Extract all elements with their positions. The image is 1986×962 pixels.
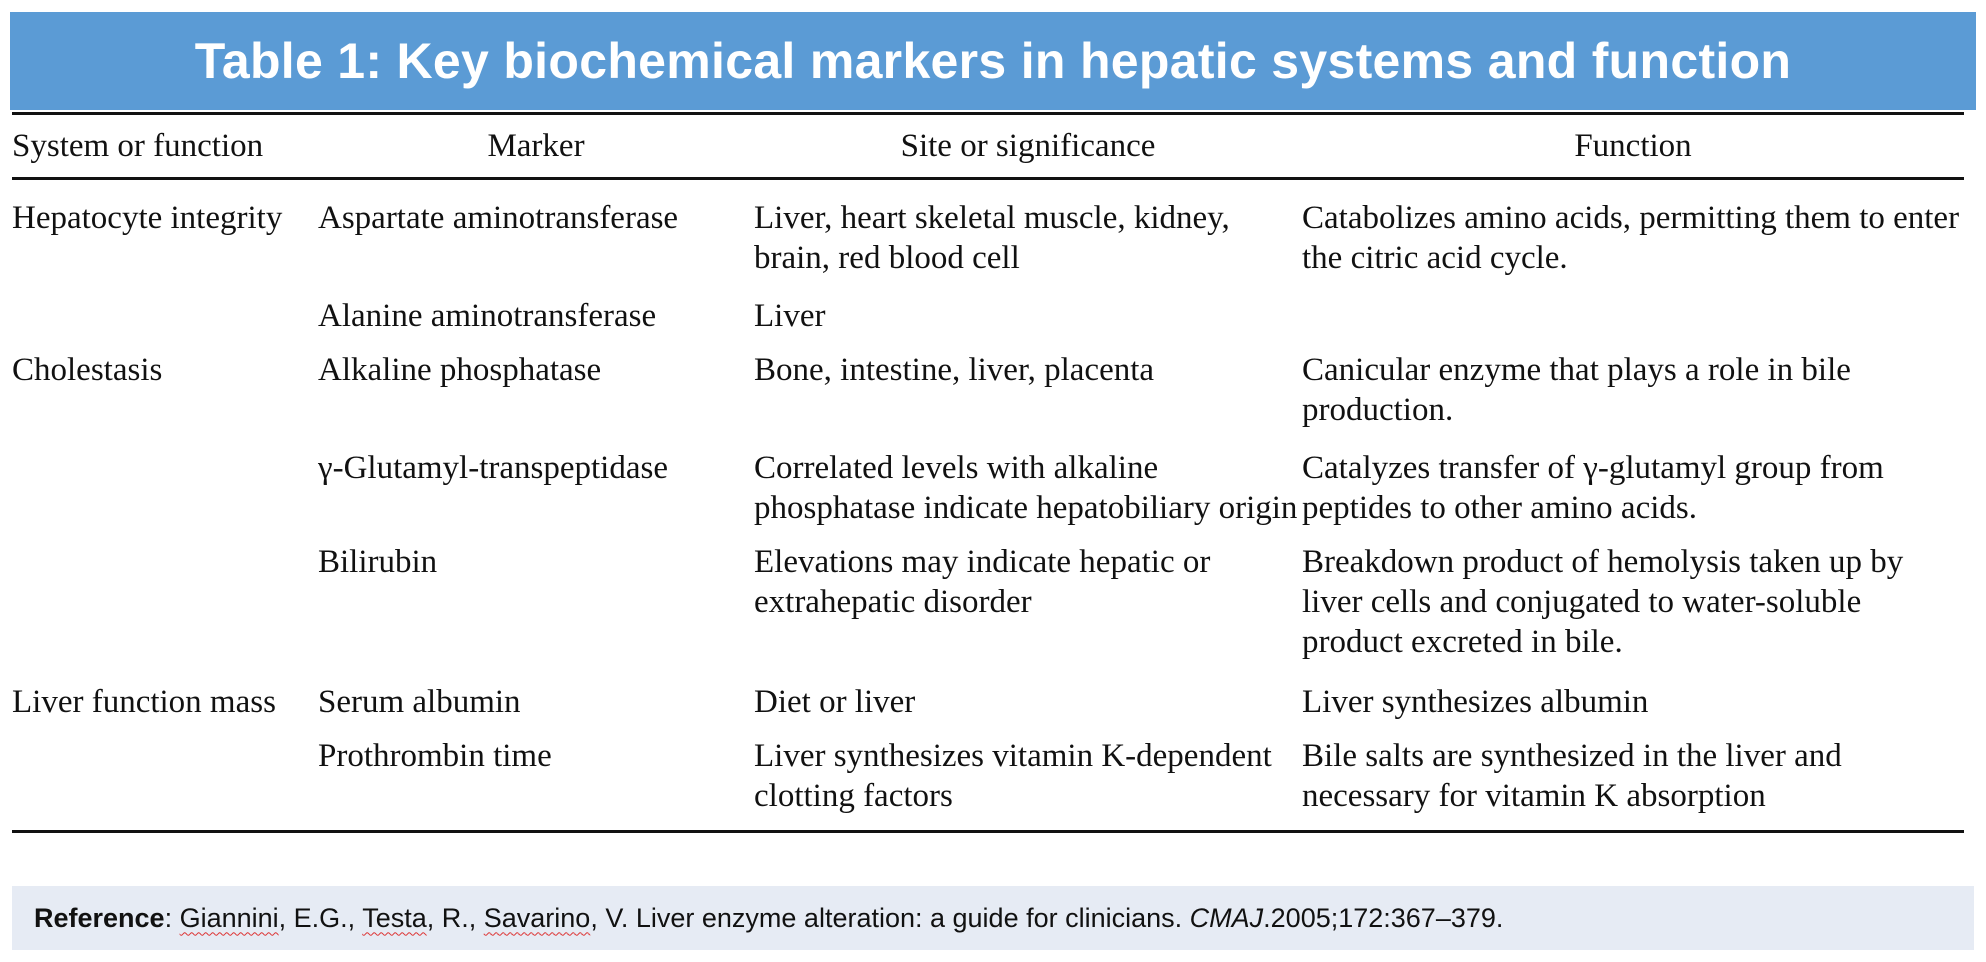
reference-citation: .2005;172:367–379. [1263, 902, 1504, 933]
cell-system [12, 292, 318, 336]
cell-marker: Prothrombin time [318, 738, 552, 774]
cell-function: Canicular enzyme that plays a role in bile production. [1302, 352, 1851, 428]
cell-function: Catabolizes amino acids, permitting them to enter the citric acid cycle. [1302, 200, 1960, 276]
cell-site: Liver synthesizes vitamin K-dependent clotting factors [754, 738, 1272, 814]
table-row [12, 179, 1964, 293]
cell-marker: Aspartate aminotransferase [318, 200, 679, 236]
cell-site: Correlated levels with alkaline phosphatase indicate hepatobiliary origin [754, 450, 1298, 526]
table-row [12, 434, 1964, 532]
table-row [12, 292, 1964, 336]
reference-journal: CMAJ [1189, 902, 1264, 933]
cell-site: Diet or liver [754, 684, 916, 720]
markers-table-wrapper [12, 112, 1964, 833]
header-system: System or function [12, 128, 264, 164]
reference-title: , V. Liver enzyme alteration: a guide for clinicians. [590, 902, 1190, 933]
cell-marker: γ-Glutamyl-transpeptidase [318, 450, 668, 486]
cell-marker: Serum albumin [318, 684, 521, 720]
cell-function [1302, 292, 1964, 336]
cell-system [12, 726, 318, 832]
cell-function: Liver synthesizes albumin [1302, 684, 1649, 720]
cell-system: Hepatocyte integrity [12, 200, 283, 236]
cell-function: Catalyzes transfer of γ-glutamyl group from peptides to other amino acids. [1302, 450, 1884, 526]
reference-author-giannini: Giannini [179, 902, 279, 933]
reference-separator: , E.G., [278, 902, 363, 933]
reference-separator: , R., [426, 902, 484, 933]
table-row [12, 532, 1964, 668]
reference-colon: : [164, 902, 180, 933]
cell-function: Breakdown product of hemolysis taken up by liver cells and conjugated to water-soluble product excreted in bile. [1302, 544, 1904, 660]
reference-text [12, 903, 1503, 934]
reference-bar [12, 886, 1974, 950]
cell-site: Liver [754, 298, 826, 334]
header-site: Site or significance [900, 128, 1156, 164]
cell-system: Liver function mass [12, 684, 276, 720]
cell-function: Bile salts are synthesized in the liver and necessary for vitamin K absorption [1302, 738, 1842, 814]
reference-author-savarino: Savarino [483, 902, 591, 933]
table-row [12, 668, 1964, 726]
markers-table [12, 112, 1964, 833]
table-body [12, 179, 1964, 832]
reference-author-testa: Testa [362, 902, 427, 933]
cell-system [12, 532, 318, 668]
table-title: Table 1: Key biochemical markers in hepatic systems and function [194, 33, 1792, 89]
cell-site: Liver, heart skeletal muscle, kidney, brain, red blood cell [754, 200, 1230, 276]
cell-marker: Alanine aminotransferase [318, 298, 657, 334]
cell-marker: Bilirubin [318, 544, 438, 580]
header-marker: Marker [487, 128, 585, 164]
cell-system: Cholestasis [12, 352, 163, 388]
table-header [12, 114, 1964, 179]
cell-site: Elevations may indicate hepatic or extrahepatic disorder [754, 544, 1211, 620]
cell-system [12, 434, 318, 532]
table-row [12, 336, 1964, 434]
header-row [12, 114, 1964, 179]
title-bar [10, 12, 1976, 110]
table-row [12, 726, 1964, 832]
header-function: Function [1574, 128, 1692, 164]
cell-site: Bone, intestine, liver, placenta [754, 352, 1155, 388]
cell-marker: Alkaline phosphatase [318, 352, 602, 388]
reference-label: Reference [34, 902, 165, 933]
